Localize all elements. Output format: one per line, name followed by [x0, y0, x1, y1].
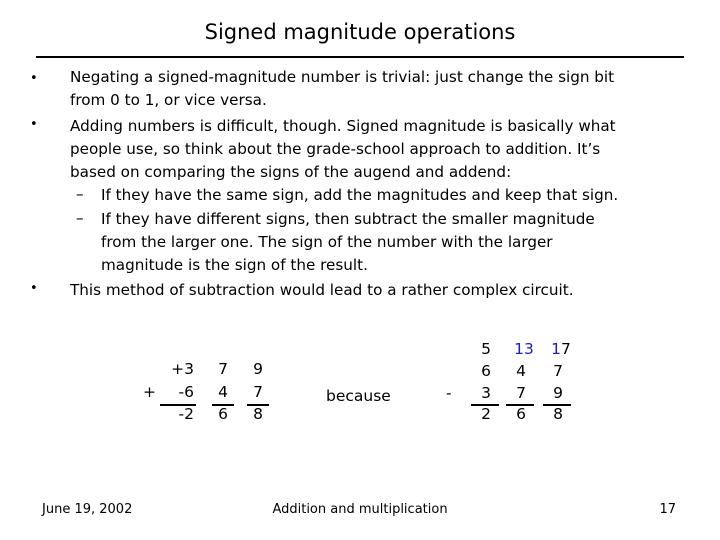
- col3-row1: 9: [253, 360, 263, 378]
- rcol2-carry: 13: [514, 340, 534, 358]
- sub-bullet-2-line-2: from the larger one. The sign of the number with the larger: [101, 233, 553, 251]
- sub-bullet-2-line-3: magnitude is the sign of the result.: [101, 256, 368, 274]
- result: -2: [178, 405, 194, 423]
- rcol2-row4: 6: [516, 405, 526, 423]
- rcol3-row1: [547, 340, 575, 358]
- page-number: 17: [659, 502, 676, 517]
- bullet-dot: •: [30, 117, 38, 132]
- plus-sign: +: [143, 383, 156, 401]
- bullet-2-line-1: Adding numbers is difficult, though. Signed magnitude is basically what: [70, 117, 616, 135]
- bullet-1-line-2: from 0 to 1, or vice versa.: [70, 91, 267, 109]
- title-underline: [36, 56, 684, 58]
- bullet-2-line-3: based on comparing the signs of the augend and addend:: [70, 163, 512, 181]
- col2-row3: 6: [218, 405, 228, 423]
- col3-row3: 8: [253, 405, 263, 423]
- slide-title: Signed magnitude operations: [204, 20, 516, 44]
- sub-bullet-1: If they have the same sign, add the magnitudes and keep that sign.: [101, 186, 619, 204]
- bullet-2-line-2: people use, so think about the grade-school approach to addition. It’s: [70, 140, 601, 158]
- rcol3-row4: 8: [553, 405, 563, 423]
- rcol1-row4: 2: [481, 405, 491, 423]
- rcol1-row1: 5: [481, 340, 491, 358]
- bullet-1-line-1: Negating a signed-magnitude number is trivial: just change the sign bit: [70, 68, 615, 86]
- bullet-dot: •: [30, 71, 38, 86]
- bullet-dot: •: [30, 281, 38, 296]
- bullet-3-line-1: This method of subtraction would lead to a rather complex circuit.: [70, 281, 574, 299]
- rcol1-row3: 3: [481, 384, 491, 402]
- minus-sign: -: [446, 384, 452, 402]
- rcol2-row2: 4: [516, 362, 526, 380]
- sub-bullet-2-line-1: If they have different signs, then subtract the smaller magnitude: [101, 210, 595, 228]
- rcol3-row2: 7: [553, 362, 563, 380]
- rcol3-carry: 1: [551, 340, 561, 358]
- footer-date: June 19, 2002: [42, 502, 133, 517]
- rcol3-digit: 7: [561, 340, 571, 358]
- rcol1-row2: 6: [481, 362, 491, 380]
- rcol3-row3: 9: [553, 384, 563, 402]
- sub-bullet-dash: –: [76, 209, 84, 227]
- operand-1: +3: [171, 360, 194, 378]
- because-label: because: [326, 387, 391, 405]
- operand-2: -6: [178, 383, 194, 401]
- col3-row2: 7: [253, 383, 263, 401]
- footer-title: Addition and multiplication: [272, 502, 448, 517]
- col2-row1: 7: [218, 360, 228, 378]
- col2-row2: 4: [218, 383, 228, 401]
- sub-bullet-dash: –: [76, 185, 84, 203]
- rcol2-row3: 7: [516, 384, 526, 402]
